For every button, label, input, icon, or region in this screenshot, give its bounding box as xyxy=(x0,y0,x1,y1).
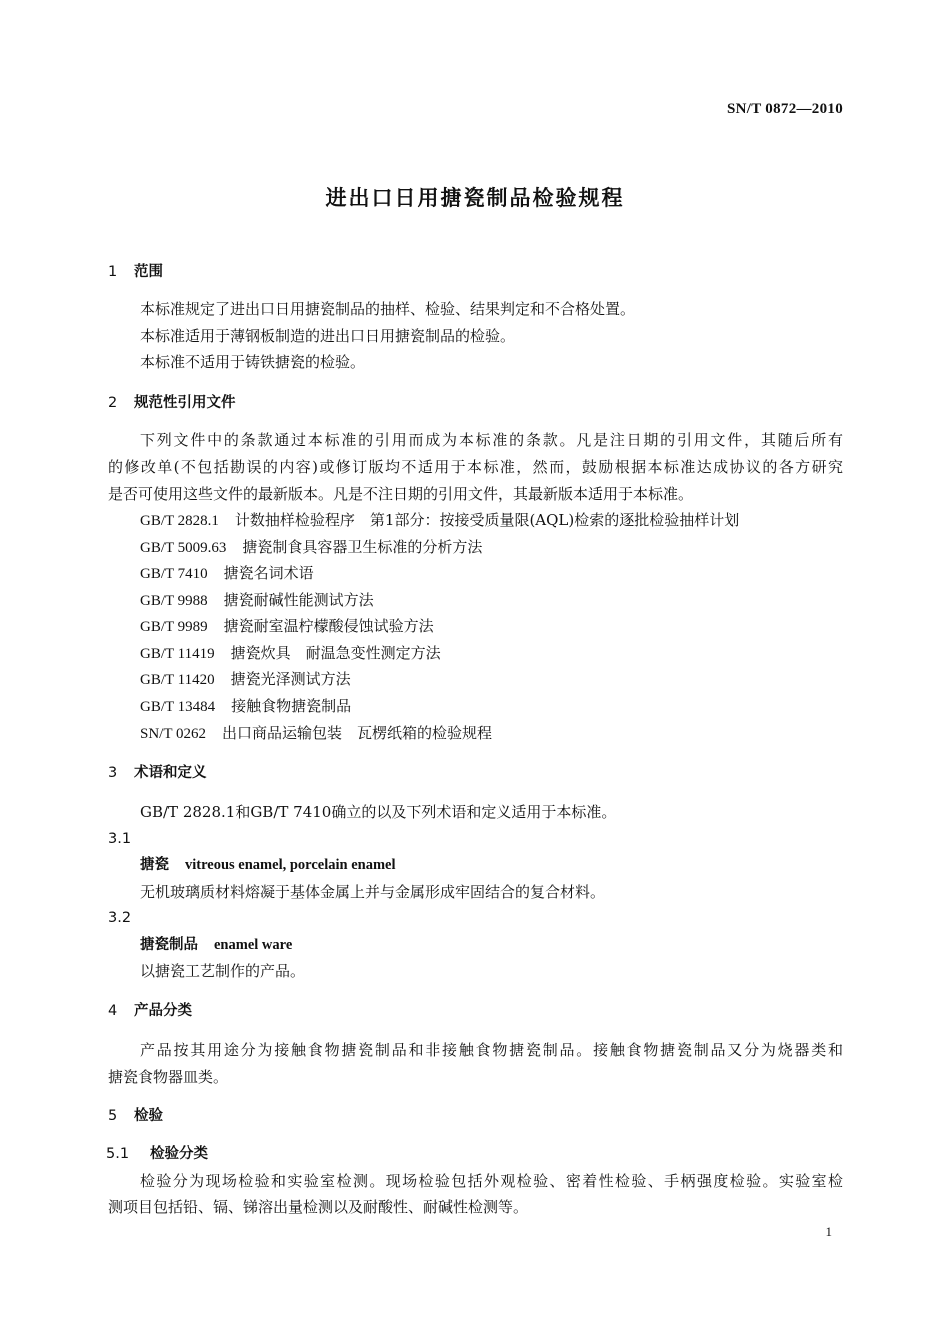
reference-item xyxy=(140,590,374,611)
reference-item xyxy=(140,563,314,584)
reference-item xyxy=(140,723,492,744)
section-number: 2 xyxy=(108,395,118,411)
reference-code: GB/T 11419 xyxy=(140,646,215,662)
section-title: 范围 xyxy=(134,264,163,280)
section-3-heading xyxy=(108,763,207,783)
reference-name: 出口商品运输包装 瓦楞纸箱的检验规程 xyxy=(221,724,492,742)
term-entry xyxy=(140,855,396,875)
reference-name: 搪瓷耐室温柠檬酸侵蚀试验方法 xyxy=(223,617,434,635)
reference-code: GB/T 2828.1 xyxy=(140,513,219,529)
page-number: 1 xyxy=(825,1224,832,1239)
reference-code: GB/T 7410 xyxy=(140,566,208,582)
reference-name: 搪瓷炊具 耐温急变性测定方法 xyxy=(230,644,441,662)
paragraph: 本标准规定了进出口日用搪瓷制品的抽样、检验、结果判定和不合格处置。 xyxy=(140,300,636,318)
paragraph-line: 是否可使用这些文件的最新版本。凡是不注日期的引用文件，其最新版本适用于本标准。 xyxy=(108,485,694,503)
reference-item xyxy=(140,537,482,558)
paragraph-line: 检验分为现场检验和实验室检测。现场检验包括外观检验、密着性检验、手柄强度检验。实验室检 xyxy=(140,1172,843,1190)
paragraph-line: 下列文件中的条款通过本标准的引用而成为本标准的条款。凡是注日期的引用文件，其随后所有 xyxy=(140,431,843,449)
term-entry xyxy=(140,935,292,955)
term-number: 3.2 xyxy=(108,910,132,926)
paragraph: 本标准适用于薄钢板制造的进出口日用搪瓷制品的检验。 xyxy=(140,327,516,345)
section-title: 术语和定义 xyxy=(134,765,207,781)
section-1-heading xyxy=(108,262,163,282)
reference-name: 计数抽样检验程序 第1部分：按接受质量限(AQL)检索的逐批检验抽样计划 xyxy=(234,511,740,529)
section-title: 产品分类 xyxy=(134,1003,192,1019)
term-english: enamel ware xyxy=(214,937,293,953)
term-number: 3.1 xyxy=(108,831,132,847)
reference-code: GB/T 11420 xyxy=(140,672,215,688)
term-english: vitreous enamel, porcelain enamel xyxy=(185,857,396,873)
term-definition: 无机玻璃质材料熔凝于基体金属上并与金属形成牢固结合的复合材料。 xyxy=(140,883,606,901)
reference-code: GB/T 9989 xyxy=(140,619,208,635)
reference-name: 搪瓷光泽测试方法 xyxy=(230,670,351,688)
section-title: 规范性引用文件 xyxy=(134,395,236,411)
reference-code: SN/T 0262 xyxy=(140,726,206,742)
section-2-heading xyxy=(108,393,236,413)
term-chinese: 搪瓷制品 xyxy=(140,937,198,953)
paragraph-line: 搪瓷食物器皿类。 xyxy=(108,1068,229,1086)
subsection-5-1-heading xyxy=(106,1144,208,1164)
section-number: 4 xyxy=(108,1003,118,1019)
document-title: 进出口日用搪瓷制品检验规程 xyxy=(325,186,625,210)
paragraph: 本标准不适用于铸铁搪瓷的检验。 xyxy=(140,353,366,371)
reference-name: 搪瓷制食具容器卫生标准的分析方法 xyxy=(242,538,483,556)
paragraph-line: 的修改单(不包括勘误的内容)或修订版均不适用于本标准，然而，鼓励根据本标准达成协议的各方研究 xyxy=(108,458,843,476)
paragraph: GB/T 2828.1和GB/T 7410确立的以及下列术语和定义适用于本标准。 xyxy=(140,803,617,821)
reference-item xyxy=(140,643,441,664)
reference-item xyxy=(140,616,434,637)
reference-item xyxy=(140,510,739,531)
section-4-heading xyxy=(108,1001,192,1021)
reference-code: GB/T 5009.63 xyxy=(140,540,227,556)
section-number: 1 xyxy=(108,264,118,280)
paragraph-line: 测项目包括铅、镉、锑溶出量检测以及耐酸性、耐碱性检测等。 xyxy=(108,1198,529,1216)
reference-item xyxy=(140,669,351,690)
reference-name: 搪瓷名词术语 xyxy=(223,564,314,582)
section-title: 检验 xyxy=(134,1108,163,1124)
reference-code: GB/T 13484 xyxy=(140,699,216,715)
subsection-number: 5.1 xyxy=(106,1146,130,1162)
standard-code-header: SN/T 0872—2010 xyxy=(726,101,843,117)
reference-code: GB/T 9988 xyxy=(140,593,208,609)
section-number: 3 xyxy=(108,765,118,781)
term-definition: 以搪瓷工艺制作的产品。 xyxy=(140,962,306,980)
reference-name: 接触食物搪瓷制品 xyxy=(231,697,352,715)
reference-item xyxy=(140,696,351,717)
section-number: 5 xyxy=(108,1108,118,1124)
paragraph-line: 产品按其用途分为接触食物搪瓷制品和非接触食物搪瓷制品。接触食物搪瓷制品又分为烧器类和 xyxy=(140,1041,843,1059)
section-5-heading xyxy=(108,1106,163,1126)
subsection-title: 检验分类 xyxy=(150,1146,208,1162)
term-chinese: 搪瓷 xyxy=(140,857,169,873)
reference-name: 搪瓷耐碱性能测试方法 xyxy=(223,591,374,609)
